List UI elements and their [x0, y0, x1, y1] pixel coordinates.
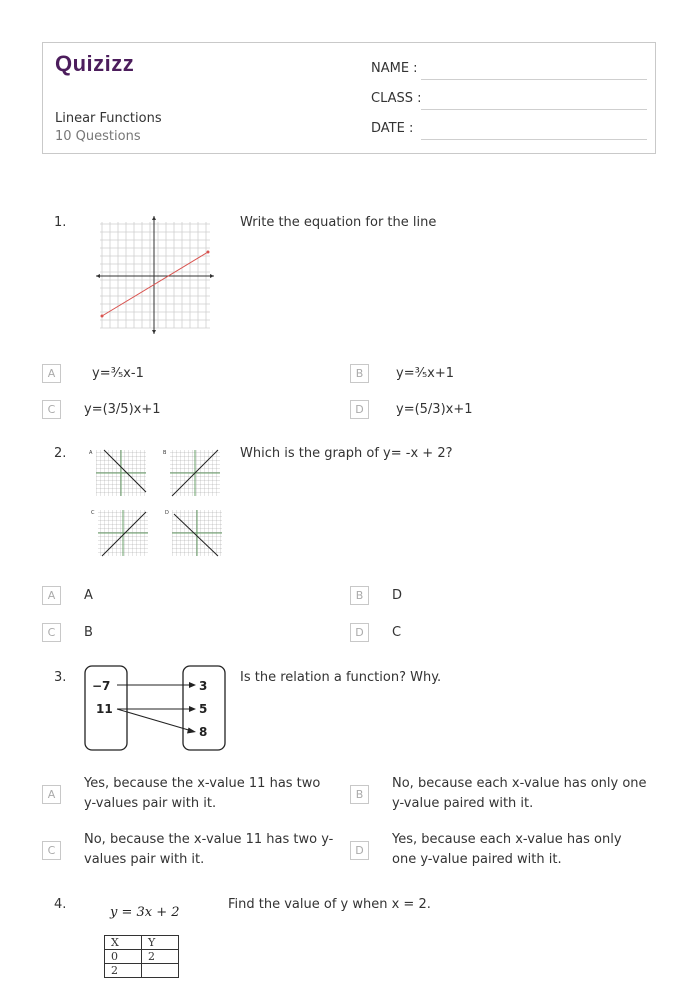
option-text[interactable]: No, because each x-value has only one y-value paired with it. [392, 776, 647, 811]
name-label: NAME : [371, 61, 418, 76]
option-text[interactable]: y=³⁄₅x+1 [396, 366, 455, 381]
name-field[interactable] [421, 79, 647, 80]
option-letter[interactable]: C [42, 623, 61, 642]
quizizz-logo: Quizizz [55, 51, 135, 76]
question-text: Find the value of y when x = 2. [228, 897, 431, 912]
option-text[interactable]: D [392, 588, 403, 603]
table-cell: 0 [105, 950, 142, 964]
graph-label: B [163, 450, 167, 456]
table-header: X [105, 936, 142, 950]
option-letter[interactable]: A [42, 586, 61, 605]
mapping-output: 8 [199, 725, 208, 739]
question-text: Is the relation a function? Why. [240, 670, 442, 685]
class-field[interactable] [421, 109, 647, 110]
question-number: 2. [54, 446, 67, 461]
option-text[interactable]: A [84, 588, 93, 603]
option-text[interactable]: Yes, because the x-value 11 has two y-values pair with it. [84, 776, 321, 811]
graph-label: C [91, 510, 95, 516]
question-text: Which is the graph of y= -x + 2? [240, 446, 453, 461]
table-cell [142, 964, 179, 978]
mapping-input: 11 [96, 702, 113, 716]
option-text[interactable]: y=³⁄₅x-1 [92, 366, 144, 381]
option-letter[interactable]: D [350, 623, 369, 642]
question-3-mapping-diagram [82, 662, 232, 754]
xy-table [104, 935, 179, 978]
question-number: 4. [54, 897, 67, 912]
option-letter[interactable]: C [42, 400, 61, 419]
graph-label: D [165, 510, 169, 516]
option-text[interactable]: C [392, 625, 402, 640]
option-letter[interactable]: B [350, 364, 369, 383]
graph-label: A [89, 450, 93, 456]
option-letter[interactable]: C [42, 841, 61, 860]
table-cell: 2 [105, 964, 142, 978]
mapping-input: −7 [92, 679, 111, 693]
mapping-output: 3 [199, 679, 208, 693]
question-count: 10 Questions [55, 129, 141, 144]
date-field[interactable] [421, 139, 647, 140]
table-header: Y [142, 936, 179, 950]
option-letter[interactable]: D [350, 400, 369, 419]
option-letter[interactable]: A [42, 785, 61, 804]
option-text[interactable]: No, because the x-value 11 has two y-values pair with it. [84, 832, 334, 867]
question-text: Write the equation for the line [240, 215, 437, 230]
question-1-graph [94, 214, 218, 336]
option-letter[interactable]: B [350, 586, 369, 605]
mapping-output: 5 [199, 702, 208, 716]
question-number: 3. [54, 670, 67, 685]
question-number: 1. [54, 215, 67, 230]
class-label: CLASS : [371, 91, 422, 106]
worksheet-title: Linear Functions [55, 111, 162, 126]
option-text[interactable]: B [84, 625, 93, 640]
equation: y = 3x + 2 [110, 905, 180, 920]
option-letter[interactable]: D [350, 841, 369, 860]
option-letter[interactable]: B [350, 785, 369, 804]
question-2-graphs [88, 444, 228, 562]
date-label: DATE : [371, 121, 414, 136]
option-text[interactable]: y=(3/5)x+1 [84, 402, 161, 417]
worksheet-header [42, 42, 656, 154]
table-cell: 2 [142, 950, 179, 964]
option-text[interactable]: y=(5/3)x+1 [396, 402, 473, 417]
option-letter[interactable]: A [42, 364, 61, 383]
option-text[interactable]: Yes, because each x-value has only one y-value paired with it. [392, 832, 622, 867]
